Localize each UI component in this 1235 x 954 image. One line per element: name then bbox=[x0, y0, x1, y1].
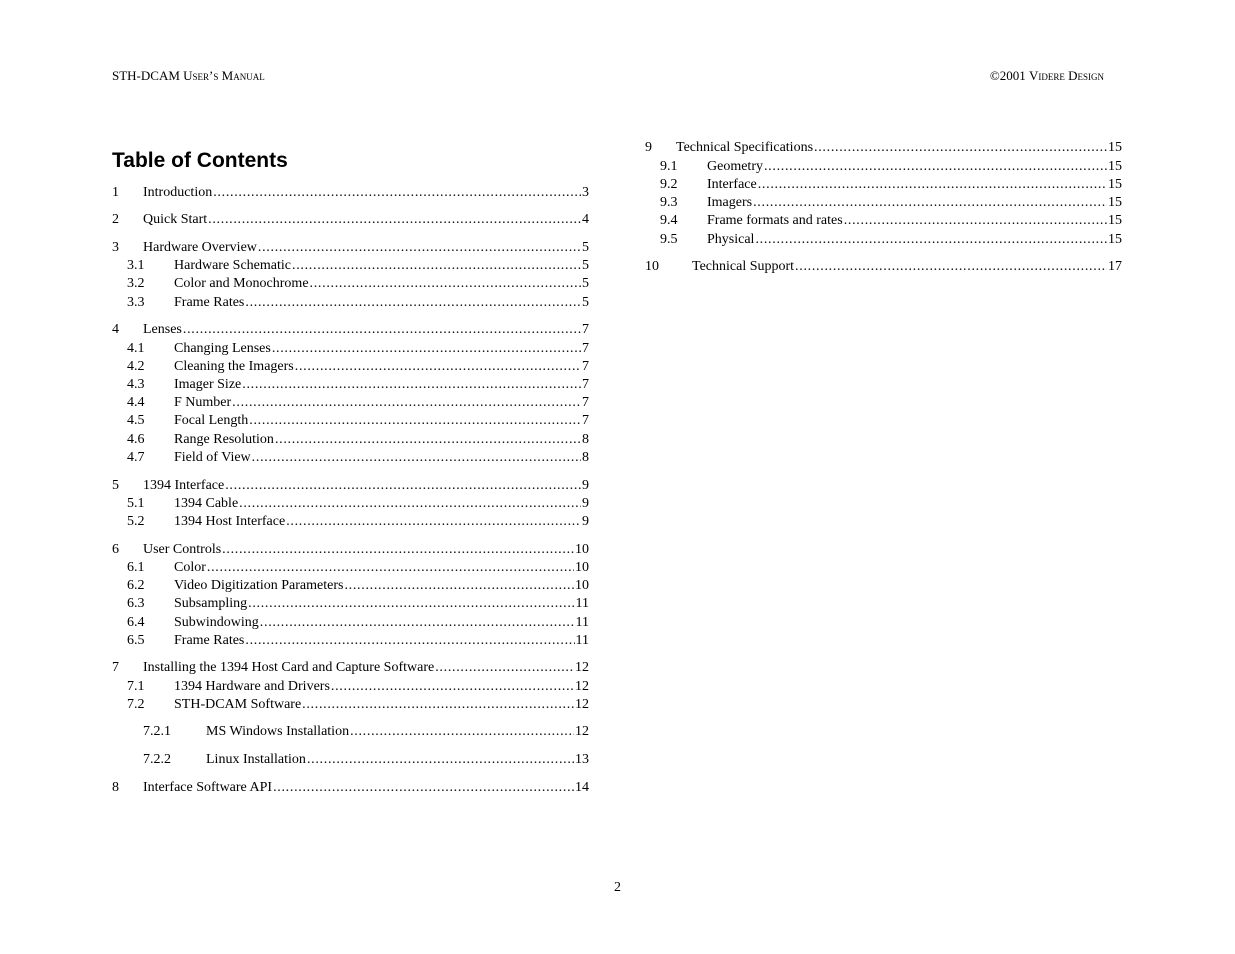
toc-leader-dots bbox=[286, 513, 581, 531]
toc-leader-dots bbox=[245, 632, 574, 650]
toc-entry-number: 5.2 bbox=[127, 514, 145, 529]
toc-leader-dots bbox=[222, 541, 574, 559]
toc-entry-page: 5 bbox=[582, 258, 589, 273]
toc-entry-number: 3.2 bbox=[127, 276, 145, 291]
toc-entry-number: 6.3 bbox=[127, 596, 145, 611]
toc-entry-number: 3 bbox=[112, 240, 119, 255]
toc-entry-number: 5 bbox=[112, 478, 119, 493]
toc-entry-number: 7.2 bbox=[127, 697, 145, 712]
toc-entry-title: Frame Rates bbox=[174, 633, 245, 648]
toc-entry-number: 9 bbox=[645, 140, 652, 155]
toc-entry-number: 4.1 bbox=[127, 341, 145, 356]
toc-entry-title: Frame Rates bbox=[174, 295, 245, 310]
toc-entry-page: 15 bbox=[1108, 140, 1122, 155]
toc-leader-dots bbox=[225, 477, 581, 495]
toc-entry-number: 1 bbox=[112, 185, 119, 200]
toc-entry[interactable] bbox=[112, 376, 589, 394]
toc-entry[interactable] bbox=[112, 239, 589, 257]
toc-entry-number: 4 bbox=[112, 322, 119, 337]
toc-entry[interactable] bbox=[112, 696, 589, 714]
toc-entry-title: Subsampling bbox=[174, 596, 248, 611]
toc-entry-number: 8 bbox=[112, 780, 119, 795]
toc-entry-number: 2 bbox=[112, 212, 119, 227]
toc-entry-number: 7.2.2 bbox=[143, 752, 171, 767]
toc-entry-title: Imager Size bbox=[174, 377, 242, 392]
toc-entry-number: 4.2 bbox=[127, 359, 145, 374]
toc-entry-page: 9 bbox=[582, 478, 589, 493]
toc-entry-number: 9.3 bbox=[660, 195, 678, 210]
toc-leader-dots bbox=[295, 358, 581, 376]
toc-entry-number: 4.4 bbox=[127, 395, 145, 410]
toc-entry-title: Range Resolution bbox=[174, 432, 274, 447]
toc-entry-number: 7 bbox=[112, 660, 119, 675]
toc-entry-page: 12 bbox=[575, 660, 589, 675]
toc-entry-page: 12 bbox=[575, 679, 589, 694]
toc-entry[interactable] bbox=[112, 184, 589, 202]
toc-entry[interactable] bbox=[112, 340, 589, 358]
toc-entry[interactable] bbox=[112, 678, 589, 696]
toc-entry[interactable] bbox=[112, 358, 589, 376]
toc-entry-title: 1394 Cable bbox=[174, 496, 239, 511]
toc-entry[interactable] bbox=[112, 559, 589, 577]
toc-entry-title: 1394 Host Interface bbox=[174, 514, 286, 529]
toc-title: Table of Contents bbox=[112, 149, 288, 172]
toc-leader-dots bbox=[252, 449, 581, 467]
toc-entry-title: MS Windows Installation bbox=[206, 724, 350, 739]
toc-entry-number: 7.1 bbox=[127, 679, 145, 694]
toc-entry-number: 6 bbox=[112, 542, 119, 557]
toc-entry[interactable] bbox=[645, 194, 1122, 212]
toc-entry[interactable] bbox=[112, 541, 589, 559]
toc-entry-page: 11 bbox=[575, 596, 589, 611]
toc-leader-dots bbox=[207, 559, 574, 577]
toc-entry[interactable] bbox=[112, 477, 589, 495]
header-subtitle: User’s Manual bbox=[183, 68, 265, 83]
toc-entry-number: 9.5 bbox=[660, 232, 678, 247]
toc-entry-title: Color bbox=[174, 560, 206, 575]
toc-leader-dots bbox=[292, 257, 581, 275]
toc-entry-title: Video Digitization Parameters bbox=[174, 578, 344, 593]
toc-entry-number: 9.2 bbox=[660, 177, 678, 192]
toc-leader-dots bbox=[344, 577, 574, 595]
toc-leader-dots bbox=[260, 614, 575, 632]
toc-leader-dots bbox=[239, 495, 581, 513]
toc-entry[interactable] bbox=[112, 659, 589, 677]
toc-entry-page: 15 bbox=[1108, 177, 1122, 192]
toc-entry-page: 7 bbox=[582, 322, 589, 337]
toc-leader-dots bbox=[310, 275, 581, 293]
toc-entry-number: 7.2.1 bbox=[143, 724, 171, 739]
toc-entry-page: 11 bbox=[575, 615, 589, 630]
toc-entry-page: 9 bbox=[582, 496, 589, 511]
toc-entry-title: Field of View bbox=[174, 450, 251, 465]
toc-entry-number: 5.1 bbox=[127, 496, 145, 511]
toc-leader-dots bbox=[753, 194, 1107, 212]
toc-entry[interactable] bbox=[112, 595, 589, 613]
toc-entry[interactable] bbox=[112, 632, 589, 650]
toc-leader-dots bbox=[435, 659, 574, 677]
header-title: STH-DCAM bbox=[112, 68, 184, 83]
toc-entry-title: Introduction bbox=[143, 185, 213, 200]
toc-entry[interactable] bbox=[112, 723, 589, 741]
toc-entry-number: 4.3 bbox=[127, 377, 145, 392]
toc-entry-title: Hardware Overview bbox=[143, 240, 257, 255]
toc-leader-dots bbox=[213, 184, 581, 202]
toc-entry-title: Interface bbox=[707, 177, 757, 192]
toc-entry-page: 8 bbox=[582, 450, 589, 465]
toc-entry-page: 7 bbox=[582, 413, 589, 428]
toc-leader-dots bbox=[758, 176, 1107, 194]
toc-entry-page: 17 bbox=[1108, 259, 1122, 274]
toc-entry-page: 7 bbox=[582, 341, 589, 356]
toc-entry-page: 9 bbox=[582, 514, 589, 529]
toc-leader-dots bbox=[275, 431, 581, 449]
toc-entry[interactable] bbox=[112, 614, 589, 632]
toc-entry-title: User Controls bbox=[143, 542, 222, 557]
toc-entry-title: Lenses bbox=[143, 322, 182, 337]
toc-leader-dots bbox=[248, 595, 574, 613]
toc-leader-dots bbox=[232, 394, 581, 412]
toc-entry-number: 9.1 bbox=[660, 159, 678, 174]
toc-entry-title: Technical Support bbox=[692, 259, 795, 274]
header-company: Videre Design bbox=[1028, 68, 1104, 83]
toc-entry-page: 3 bbox=[582, 185, 589, 200]
toc-entry-title: Linux Installation bbox=[206, 752, 306, 767]
toc-entry[interactable] bbox=[112, 211, 589, 229]
toc-entry[interactable] bbox=[112, 275, 589, 293]
toc-entry-title: Quick Start bbox=[143, 212, 208, 227]
toc-entry-title: F Number bbox=[174, 395, 232, 410]
toc-entry[interactable] bbox=[112, 431, 589, 449]
toc-entry-page: 12 bbox=[575, 724, 589, 739]
toc-entry[interactable] bbox=[645, 158, 1122, 176]
toc-entry-page: 15 bbox=[1108, 232, 1122, 247]
toc-entry-number: 10 bbox=[645, 259, 659, 274]
toc-entry[interactable] bbox=[112, 495, 589, 513]
toc-entry[interactable] bbox=[112, 412, 589, 430]
toc-entry[interactable] bbox=[112, 577, 589, 595]
toc-entry-page: 5 bbox=[582, 240, 589, 255]
toc-entry-page: 4 bbox=[582, 212, 589, 227]
toc-leader-dots bbox=[245, 294, 581, 312]
toc-entry-title: Cleaning the Imagers bbox=[174, 359, 294, 374]
toc-entry-page: 10 bbox=[575, 560, 589, 575]
toc-leader-dots bbox=[272, 340, 581, 358]
toc-entry[interactable] bbox=[112, 321, 589, 339]
toc-entry[interactable] bbox=[645, 231, 1122, 249]
toc-entry-title: Interface Software API bbox=[143, 780, 273, 795]
toc-leader-dots bbox=[249, 412, 581, 430]
toc-entry-number: 4.6 bbox=[127, 432, 145, 447]
toc-leader-dots bbox=[795, 258, 1107, 276]
toc-entry[interactable] bbox=[645, 212, 1122, 230]
toc-entry-page: 15 bbox=[1108, 195, 1122, 210]
toc-entry[interactable] bbox=[112, 294, 589, 312]
toc-entry-page: 7 bbox=[582, 377, 589, 392]
toc-entry-page: 8 bbox=[582, 432, 589, 447]
toc-entry-number: 3.3 bbox=[127, 295, 145, 310]
toc-entry-title: Changing Lenses bbox=[174, 341, 271, 356]
toc-entry-number: 6.1 bbox=[127, 560, 145, 575]
toc-leader-dots bbox=[242, 376, 581, 394]
page-number: 2 bbox=[614, 880, 621, 895]
toc-entry-title: Hardware Schematic bbox=[174, 258, 291, 273]
toc-leader-dots bbox=[258, 239, 581, 257]
toc-entry-page: 5 bbox=[582, 276, 589, 291]
toc-entry-title: 1394 Hardware and Drivers bbox=[174, 679, 330, 694]
toc-entry-number: 4.5 bbox=[127, 413, 145, 428]
toc-entry-page: 12 bbox=[575, 697, 589, 712]
toc-entry-title: Color and Monochrome bbox=[174, 276, 309, 291]
toc-entry-page: 14 bbox=[575, 780, 589, 795]
running-header-left bbox=[112, 68, 265, 84]
toc-entry-number: 6.4 bbox=[127, 615, 145, 630]
toc-leader-dots bbox=[764, 158, 1107, 176]
toc-entry[interactable] bbox=[112, 257, 589, 275]
running-header-right bbox=[990, 68, 1104, 84]
toc-entry-title: Physical bbox=[707, 232, 755, 247]
toc-entry-page: 13 bbox=[575, 752, 589, 767]
toc-entry[interactable] bbox=[645, 139, 1122, 157]
toc-entry[interactable] bbox=[645, 258, 1122, 276]
toc-entry-number: 6.2 bbox=[127, 578, 145, 593]
toc-entry-title: Imagers bbox=[707, 195, 753, 210]
toc-entry-page: 11 bbox=[575, 633, 589, 648]
toc-leader-dots bbox=[814, 139, 1107, 157]
toc-entry-title: Installing the 1394 Host Card and Capture Software bbox=[143, 660, 435, 675]
toc-entry[interactable] bbox=[645, 176, 1122, 194]
header-copyright: ©2001 bbox=[989, 68, 1029, 83]
toc-entry-page: 7 bbox=[582, 359, 589, 374]
toc-entry[interactable] bbox=[112, 751, 589, 769]
toc-entry-page: 15 bbox=[1108, 213, 1122, 228]
toc-entry-number: 9.4 bbox=[660, 213, 678, 228]
toc-entry[interactable] bbox=[112, 449, 589, 467]
toc-entry-number: 3.1 bbox=[127, 258, 145, 273]
toc-leader-dots bbox=[183, 321, 581, 339]
toc-entry-page: 10 bbox=[575, 542, 589, 557]
toc-entry-title: Technical Specifications bbox=[676, 140, 814, 155]
toc-entry[interactable] bbox=[112, 513, 589, 531]
toc-entry-page: 10 bbox=[575, 578, 589, 593]
toc-entry-title: Focal Length bbox=[174, 413, 249, 428]
toc-leader-dots bbox=[331, 678, 574, 696]
toc-entry-number: 6.5 bbox=[127, 633, 145, 648]
toc-leader-dots bbox=[755, 231, 1107, 249]
toc-entry-title: Geometry bbox=[707, 159, 763, 174]
toc-leader-dots bbox=[844, 212, 1107, 230]
toc-entry-title: 1394 Interface bbox=[143, 478, 225, 493]
toc-entry-page: 15 bbox=[1108, 159, 1122, 174]
toc-leader-dots bbox=[350, 723, 574, 741]
toc-entry-title: Frame formats and rates bbox=[707, 213, 843, 228]
toc-entry-title: STH-DCAM Software bbox=[174, 697, 302, 712]
toc-entry-page: 5 bbox=[582, 295, 589, 310]
toc-leader-dots bbox=[302, 696, 574, 714]
toc-entry-page: 7 bbox=[582, 395, 589, 410]
toc-leader-dots bbox=[273, 779, 574, 797]
toc-leader-dots bbox=[208, 211, 581, 229]
toc-entry-title: Subwindowing bbox=[174, 615, 259, 630]
toc-entry-number: 4.7 bbox=[127, 450, 145, 465]
toc-leader-dots bbox=[307, 751, 574, 769]
toc-entry[interactable] bbox=[112, 779, 589, 797]
toc-entry[interactable] bbox=[112, 394, 589, 412]
